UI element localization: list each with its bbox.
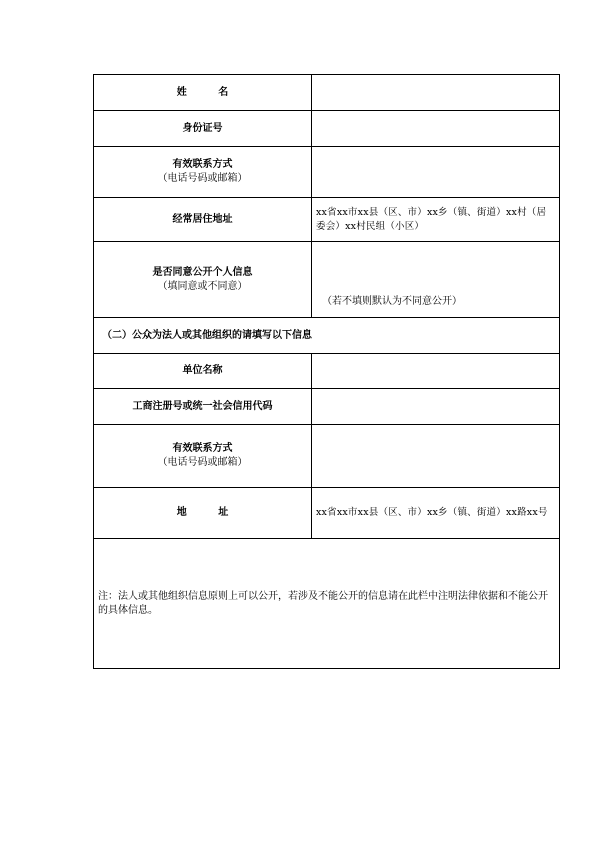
registration-field[interactable]	[312, 389, 560, 425]
org-name-field[interactable]	[312, 354, 560, 389]
address-label: 经常居住地址	[172, 213, 233, 225]
label-cell	[94, 425, 312, 488]
org-address-label: 地 址	[176, 507, 243, 518]
consent-sub-label: （填同意或不同意）	[157, 280, 248, 292]
org-contact-sub-label: （电话号码或邮箱）	[157, 457, 248, 468]
registration-label: 工商注册号或统一社会信用代码	[132, 400, 273, 412]
label-cell	[94, 75, 312, 111]
contact-field[interactable]	[312, 147, 560, 198]
row-consent	[94, 242, 560, 318]
name-field[interactable]	[312, 75, 560, 111]
contact-label: 有效联系方式	[172, 159, 233, 170]
row-org-name	[94, 354, 560, 389]
section2-heading-row	[94, 318, 560, 354]
row-registration	[94, 389, 560, 425]
org-address-value[interactable]: xx省xx市xx县（区、市）xx乡（镇、街道）xx路xx号	[312, 488, 560, 539]
label-cell	[94, 488, 312, 539]
address-value[interactable]: xx省xx市xx县（区、市）xx乡（镇、街道）xx村（居委会）xx村民组（小区）	[312, 198, 560, 242]
label-cell	[94, 354, 312, 389]
row-org-address	[94, 488, 560, 539]
row-address	[94, 198, 560, 242]
consent-field[interactable]: （若不填则默认为不同意公开）	[312, 242, 560, 318]
consent-label: 是否同意公开个人信息	[152, 266, 253, 278]
id-number-field[interactable]	[312, 111, 560, 147]
label-cell	[94, 111, 312, 147]
row-id-number	[94, 111, 560, 147]
label-cell	[94, 147, 312, 198]
org-contact-label: 有效联系方式	[172, 443, 233, 454]
name-label: 姓 名	[176, 86, 243, 98]
section2-heading: （二）公众为法人或其他组织的请填写以下信息	[102, 329, 312, 341]
label-cell	[94, 389, 312, 425]
contact-sub-label: （电话号码或邮箱）	[157, 173, 248, 184]
row-name	[94, 75, 560, 111]
row-contact	[94, 147, 560, 198]
section2-heading-cell	[94, 318, 560, 354]
note-cell[interactable]	[94, 539, 560, 669]
label-cell	[94, 242, 312, 318]
row-note	[94, 539, 560, 669]
org-name-label: 单位名称	[182, 365, 223, 376]
id-number-label: 身份证号	[182, 122, 223, 134]
label-cell	[94, 198, 312, 242]
org-contact-field[interactable]	[312, 425, 560, 488]
info-form-table	[93, 74, 560, 669]
row-org-contact	[94, 425, 560, 488]
note-text: 注：法人或其他组织信息原则上可以公开，若涉及不能公开的信息请在此栏中注明法律依据和不能公开的具体信息。	[98, 590, 548, 616]
